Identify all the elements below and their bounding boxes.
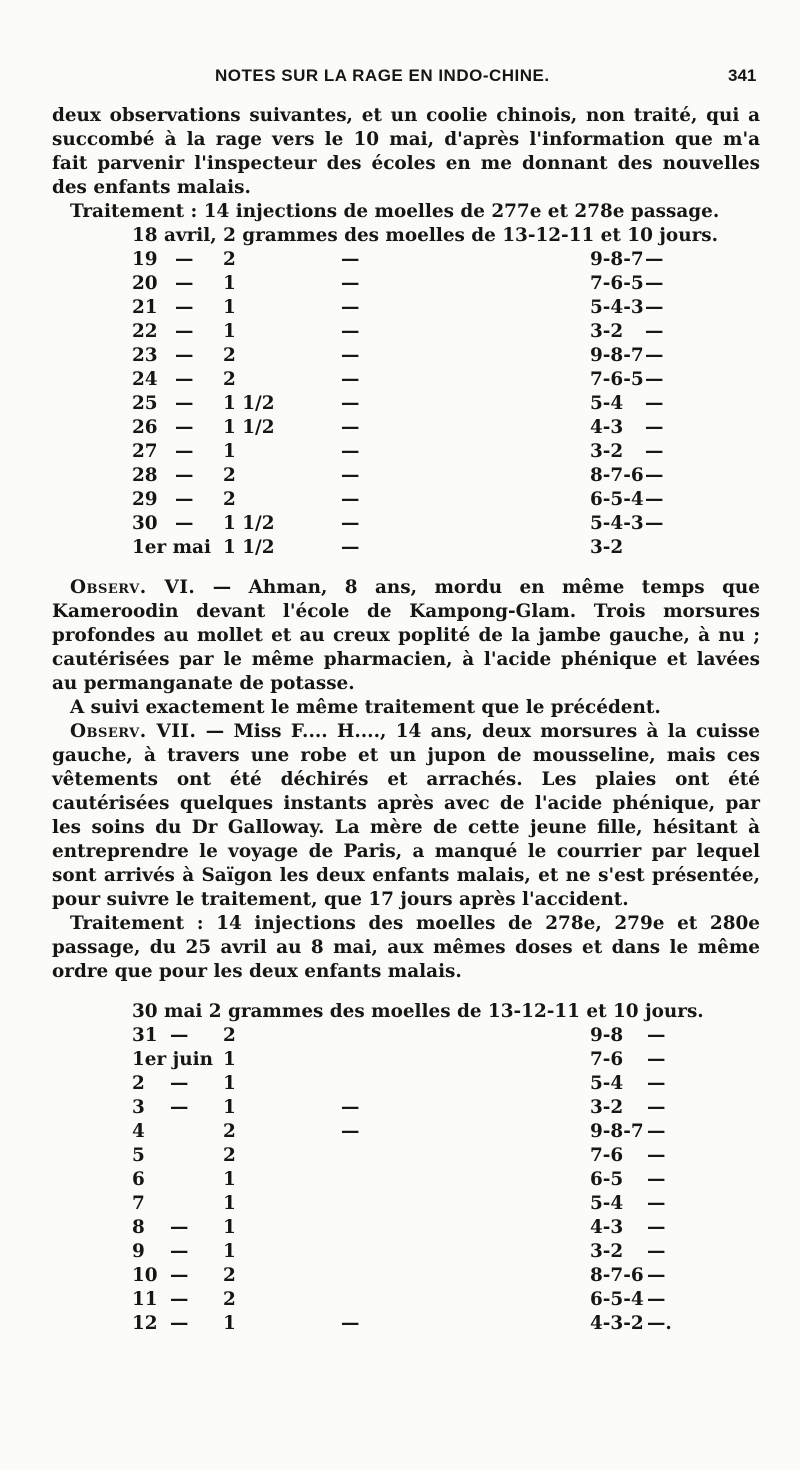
schedule-quantity: 1 [223,1241,236,1262]
schedule-quantity: 1 1/2 [223,537,275,558]
schedule-quantity: 1 [223,1313,236,1334]
schedule-header: 18 avril, 2 grammes des moelles de 13-12-11 et 10 jours. [132,225,719,246]
schedule-date: 10 [132,1265,158,1286]
running-title: NOTES SUR LA RAGE EN INDO-CHINE. [215,66,550,85]
schedule-row [52,1144,760,1168]
schedule-row [52,440,760,464]
schedule-header-row [52,1000,760,1024]
schedule-row [52,536,760,560]
schedule-dash: — [175,489,194,510]
schedule-date: 25 [132,393,158,414]
schedule-ditto-mark-end: — [647,1049,666,1070]
schedule-quantity: 2 [223,489,236,510]
observation-7 [52,720,760,912]
schedule-dash: — [175,297,194,318]
schedule-ditto-mark: — [341,417,360,438]
schedule-days: 6-5-4 [590,489,644,510]
observation-7-text: — Miss F.... H...., 14 ans, deux morsures à la cuisse gauche, à travers une robe et un jupon de mousseline, mais ces vêtements ont été déchirés et arrachés. Les plaies ont été cautérisées quelques instants après avec de l'acide phénique, par les soins du Dr Galloway. La mère de cette jeune fille, hésitant à entreprendre le voyage de Paris, a manqué le courrier par lequel sont arrivés à Saïgon les deux enfants malais, et ne s'est présentée, pour suivre le traitement, que 17 jours après l'accident. [52,721,760,910]
schedule-row [52,488,760,512]
schedule-ditto-mark: — [341,393,360,414]
schedule-row [52,272,760,296]
schedule-quantity: 1 [223,1193,236,1214]
dosage-schedule-1 [52,224,760,560]
schedule-dash: — [175,393,194,414]
schedule-date: 21 [132,297,158,318]
schedule-ditto-mark: — [341,273,360,294]
schedule-row [52,344,760,368]
schedule-dash: — [175,369,194,390]
schedule-ditto-mark-end: — [645,321,664,342]
schedule-ditto-mark: — [341,1313,360,1334]
schedule-date: 29 [132,489,158,510]
schedule-dash: — [170,1073,189,1094]
schedule-date: 11 [132,1289,158,1310]
schedule-ditto-mark: — [341,465,360,486]
schedule-days: 7-6 [590,1145,624,1166]
schedule-quantity: 1 1/2 [223,393,275,414]
schedule-row [52,512,760,536]
schedule-days: 5-4 [590,1073,624,1094]
schedule-days: 7-6 [590,1049,624,1070]
schedule-row [52,1024,760,1048]
schedule-ditto-mark: — [341,345,360,366]
schedule-date: 31 [132,1025,158,1046]
schedule-days: 4-3 [590,1217,624,1238]
schedule-date: 1er mai [132,537,211,558]
schedule-date: 19 [132,249,158,270]
schedule-days: 9-8 [590,1025,624,1046]
schedule-row [52,1264,760,1288]
schedule-quantity: 1 1/2 [223,417,275,438]
schedule-days: 6-5 [590,1169,624,1190]
schedule-ditto-mark: — [341,321,360,342]
schedule-dash: — [170,1097,189,1118]
schedule-ditto-mark-end: — [647,1217,666,1238]
schedule-quantity: 1 1/2 [223,513,275,534]
schedule-ditto-mark-end: — [645,393,664,414]
schedule-ditto-mark: — [341,489,360,510]
schedule-ditto-mark-end: — [647,1193,666,1214]
observation-6 [52,576,760,696]
schedule-days: 8-7-6 [590,1265,644,1286]
schedule-ditto-mark-end: — [645,489,664,510]
schedule-row [52,416,760,440]
schedule-date: 23 [132,345,158,366]
schedule-days: 3-2 [590,1241,624,1262]
schedule-date: 1er juin [132,1049,213,1070]
schedule-date: 5 [132,1145,145,1166]
schedule-days: 5-4 [590,1193,624,1214]
schedule-days: 7-6-5 [590,369,644,390]
schedule-dash: — [175,249,194,270]
schedule-header-row [52,224,760,248]
schedule-quantity: 2 [223,249,236,270]
observation-6-followup: A suivi exactement le même traitement que le précédent. [70,697,661,718]
schedule-days: 3-2 [590,321,624,342]
schedule-ditto-mark: — [341,1097,360,1118]
schedule-ditto-mark-end: — [645,249,664,270]
schedule-quantity: 1 [223,273,236,294]
schedule-ditto-mark: — [341,369,360,390]
schedule-ditto-mark-end: — [647,1145,666,1166]
schedule-quantity: 2 [223,345,236,366]
observation-6-label: Observ. VI. [70,577,196,598]
schedule-days: 9-8-7 [590,345,644,366]
schedule-days: 5-4-3 [590,513,644,534]
schedule-dash: — [175,513,194,534]
schedule-quantity: 1 [223,1169,236,1190]
schedule-quantity: 1 [223,1097,236,1118]
schedule-ditto-mark-end: — [647,1025,666,1046]
schedule-dash: — [170,1265,189,1286]
schedule-dash: — [170,1025,189,1046]
schedule-row [52,1096,760,1120]
schedule-date: 30 [132,513,158,534]
schedule-ditto-mark-end: — [647,1265,666,1286]
schedule-ditto-mark-end: — [645,369,664,390]
schedule-quantity: 2 [223,1025,236,1046]
schedule-dash: — [175,273,194,294]
schedule-date: 2 [132,1073,145,1094]
schedule-date: 24 [132,369,158,390]
schedule-ditto-mark: — [341,537,360,558]
schedule-ditto-mark-end: — [647,1241,666,1262]
schedule-row [52,296,760,320]
intro-paragraph: deux observations suivantes, et un coolie chinois, non traité, qui a succombé à la rage vers le 10 mai, d'après l'information que m'a fait parvenir l'inspecteur des écoles en me donnant des nouvelles des enfants malais. [52,105,760,198]
treatment-paragraph-1: Traitement : 14 injections de moelles de 277e et 278e passage. [70,201,720,222]
schedule-row [52,1288,760,1312]
schedule-ditto-mark-end: — [645,441,664,462]
schedule-days: 4-3-2 [590,1313,644,1334]
schedule-quantity: 1 [223,1073,236,1094]
schedule-ditto-mark: — [341,249,360,270]
schedule-row [52,1048,760,1072]
schedule-quantity: 1 [223,321,236,342]
schedule-days: 5-4-3 [590,297,644,318]
schedule-quantity: 1 [223,441,236,462]
dosage-schedule-2 [52,1000,760,1336]
schedule-row [52,1216,760,1240]
schedule-ditto-mark-end: —. [647,1313,672,1334]
schedule-row [52,464,760,488]
schedule-ditto-mark-end: — [647,1289,666,1310]
schedule-ditto-mark-end: — [647,1169,666,1190]
schedule-ditto-mark-end: — [647,1073,666,1094]
schedule-days: 9-8-7 [590,249,644,270]
schedule-date: 9 [132,1241,145,1262]
schedule-quantity: 2 [223,1145,236,1166]
schedule-days: 6-5-4 [590,1289,644,1310]
schedule-row [52,248,760,272]
schedule-quantity: 2 [223,1289,236,1310]
schedule-days: 3-2 [590,1097,624,1118]
schedule-days: 4-3 [590,417,624,438]
schedule-date: 28 [132,465,158,486]
schedule-row [52,1168,760,1192]
schedule-dash: — [175,417,194,438]
schedule-dash: — [175,321,194,342]
schedule-date: 20 [132,273,158,294]
schedule-quantity: 2 [223,465,236,486]
schedule-ditto-mark-end: — [645,345,664,366]
schedule-dash: — [175,465,194,486]
schedule-dash: — [170,1241,189,1262]
schedule-ditto-mark-end: — [645,465,664,486]
schedule-date: 27 [132,441,158,462]
schedule-row [52,1120,760,1144]
treatment-paragraph-2: Traitement : 14 injections des moelles de 278e, 279e et 280e passage, du 25 avril au 8 mai, aux mêmes doses et dans le même ordre que pour les deux enfants malais. [52,913,760,982]
schedule-ditto-mark-end: — [645,417,664,438]
schedule-days: 9-8-7 [590,1121,644,1142]
schedule-quantity: 2 [223,369,236,390]
schedule-dash: — [175,441,194,462]
schedule-date: 4 [132,1121,145,1142]
schedule-dash: — [170,1289,189,1310]
schedule-row [52,392,760,416]
observation-7-label: Observ. VII. [70,721,197,742]
schedule-ditto-mark-end: — [645,273,664,294]
schedule-ditto-mark-end: — [647,1097,666,1118]
schedule-row [52,368,760,392]
schedule-quantity: 1 [223,1217,236,1238]
schedule-dash: — [175,345,194,366]
schedule-header: 30 mai 2 grammes des moelles de 13-12-11 et 10 jours. [132,1001,704,1022]
schedule-quantity: 2 [223,1265,236,1286]
schedule-ditto-mark-end: — [647,1121,666,1142]
schedule-date: 8 [132,1217,145,1238]
schedule-ditto-mark: — [341,1121,360,1142]
schedule-days: 7-6-5 [590,273,644,294]
schedule-date: 22 [132,321,158,342]
schedule-dash: — [170,1217,189,1238]
schedule-row [52,1240,760,1264]
schedule-quantity: 2 [223,1121,236,1142]
schedule-date: 6 [132,1169,145,1190]
schedule-date: 12 [132,1313,158,1334]
schedule-quantity: 1 [223,297,236,318]
running-header [0,66,800,94]
observation-6-text: — Ahman, 8 ans, mordu en même temps que Kameroodin devant l'école de Kampong-Glam. Trois morsures profondes au mollet et au creux poplité de la jambe gauche, à nu ; cautérisées par le même pharmacien, à l'acide phénique et lavées au permanganate de potasse. [52,577,761,694]
schedule-row [52,320,760,344]
schedule-row [52,1072,760,1096]
schedule-date: 26 [132,417,158,438]
schedule-row [52,1192,760,1216]
schedule-ditto-mark-end: — [645,513,664,534]
schedule-date: 7 [132,1193,145,1214]
schedule-date: 3 [132,1097,145,1118]
page-body [52,104,760,1336]
schedule-ditto-mark: — [341,441,360,462]
schedule-quantity: 1 [223,1049,236,1070]
schedule-days: 5-4 [590,393,624,414]
schedule-ditto-mark-end: — [645,297,664,318]
schedule-ditto-mark: — [341,513,360,534]
schedule-ditto-mark: — [341,297,360,318]
schedule-days: 3-2 [590,441,624,462]
schedule-dash: — [170,1313,189,1334]
schedule-days: 8-7-6 [590,465,644,486]
schedule-days: 3-2 [590,537,624,558]
page-number: 341 [728,66,757,85]
schedule-row [52,1312,760,1336]
